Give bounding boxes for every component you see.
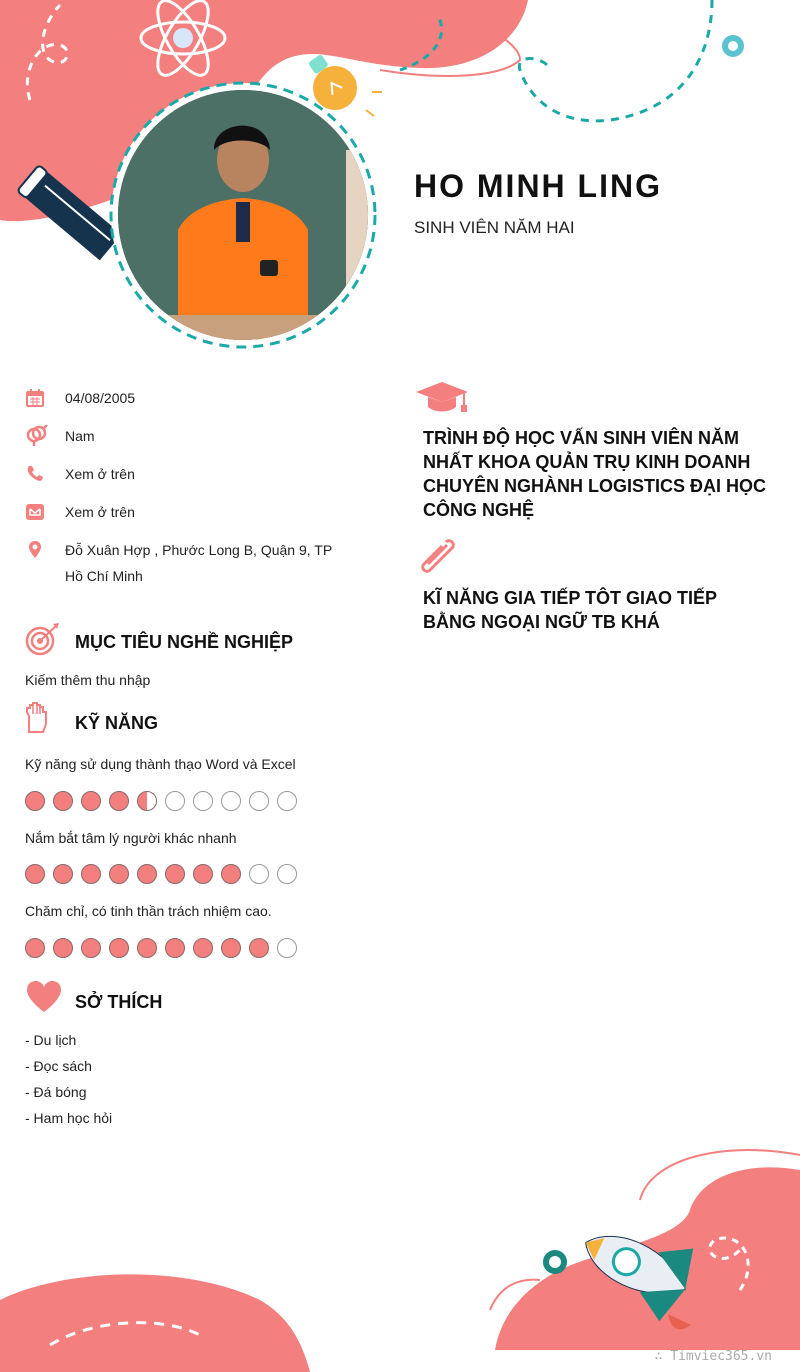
candidate-role: SINH VIÊN NĂM HAI (414, 218, 575, 237)
skill-rating (25, 791, 297, 811)
hobby-item: - Đọc sách (25, 1058, 92, 1074)
rating-dot (165, 791, 185, 811)
gender-icon (25, 426, 55, 446)
skill-label: Chăm chỉ, có tinh thần trách nhiệm cao. (25, 903, 272, 919)
email-icon (25, 502, 55, 522)
phone-value: Xem ở trên (65, 466, 135, 482)
hobby-item: - Ham học hỏi (25, 1110, 113, 1126)
skill-label: Nắm bắt tâm lý người khác nhanh (25, 830, 237, 846)
skill-rating (25, 938, 297, 958)
hobby-item: - Du lịch (25, 1032, 77, 1048)
birthdate-value: 04/08/2005 (65, 390, 136, 406)
rating-dot (53, 864, 73, 884)
rating-dot (109, 864, 129, 884)
rating-dot (193, 938, 213, 958)
skill-summary-text: KĨ NĂNG GIA TIẾP TÔT GIAO TIẾP BẰNG NGOẠI NGỮ TB KHÁ (423, 588, 717, 632)
rating-dot (165, 938, 185, 958)
candidate-name: HO MINH LING (414, 168, 662, 204)
email-value: Xem ở trên (65, 504, 135, 520)
rating-dot (137, 864, 157, 884)
rating-dot (249, 791, 269, 811)
phone-icon (25, 464, 55, 484)
profile-photo (118, 90, 368, 340)
teal-ring-bottom (546, 1253, 564, 1271)
rating-dot (81, 938, 101, 958)
info-gender (25, 426, 335, 449)
rating-dot (249, 864, 269, 884)
heart-icon (25, 980, 63, 1019)
info-email (25, 502, 335, 525)
rating-dot (277, 938, 297, 958)
rating-dot (109, 791, 129, 811)
location-icon (25, 540, 55, 560)
watermark: ∴ Timviec365.vn (654, 1349, 772, 1364)
rating-dot (25, 864, 45, 884)
rating-dot (277, 791, 297, 811)
rating-dot (165, 864, 185, 884)
graduation-cap-icon (415, 380, 469, 419)
hand-icon (25, 702, 49, 739)
rating-dot (109, 938, 129, 958)
rating-dot (249, 938, 269, 958)
rating-dot (25, 791, 45, 811)
skills-title: KỸ NĂNG (75, 713, 159, 733)
objective-text: Kiếm thêm thu nhập (25, 672, 151, 688)
info-address (25, 540, 335, 589)
info-phone (25, 464, 335, 487)
gender-value: Nam (65, 428, 95, 444)
rating-dot (81, 791, 101, 811)
hobbies-title: SỞ THÍCH (75, 992, 163, 1012)
rating-dot (221, 938, 241, 958)
rating-dot (137, 938, 157, 958)
target-icon (25, 622, 61, 661)
paperclip-icon (416, 536, 458, 583)
rating-dot (53, 791, 73, 811)
rating-dot (137, 791, 157, 811)
rating-dot (81, 864, 101, 884)
rating-dot (193, 864, 213, 884)
skill-label: Kỹ năng sử dụng thành thạo Word và Excel (25, 756, 296, 772)
calendar-icon (25, 388, 55, 408)
teal-ring (725, 38, 741, 54)
hobby-item: - Đá bóng (25, 1084, 87, 1100)
rating-dot (221, 864, 241, 884)
objective-title: MỤC TIÊU NGHỀ NGHIỆP (75, 632, 294, 652)
education-text: TRÌNH ĐỘ HỌC VẤN SINH VIÊN NĂM NHẤT KHOA QUẢN TRỤ KINH DOANH CHUYÊN NGHÀNH LOGISTICS ĐẠI HỌC CÔNG NGHỆ (423, 428, 767, 520)
skill-rating (25, 864, 297, 884)
rating-dot (53, 938, 73, 958)
rating-dot (277, 864, 297, 884)
teal-dashed-swoosh (519, 0, 712, 121)
address-value: Đỗ Xuân Hợp , Phước Long B, Quận 9, TP Hồ Chí Minh (65, 542, 332, 584)
rating-dot (25, 938, 45, 958)
rating-dot (221, 791, 241, 811)
rating-dot (193, 791, 213, 811)
info-birthdate (25, 388, 335, 411)
